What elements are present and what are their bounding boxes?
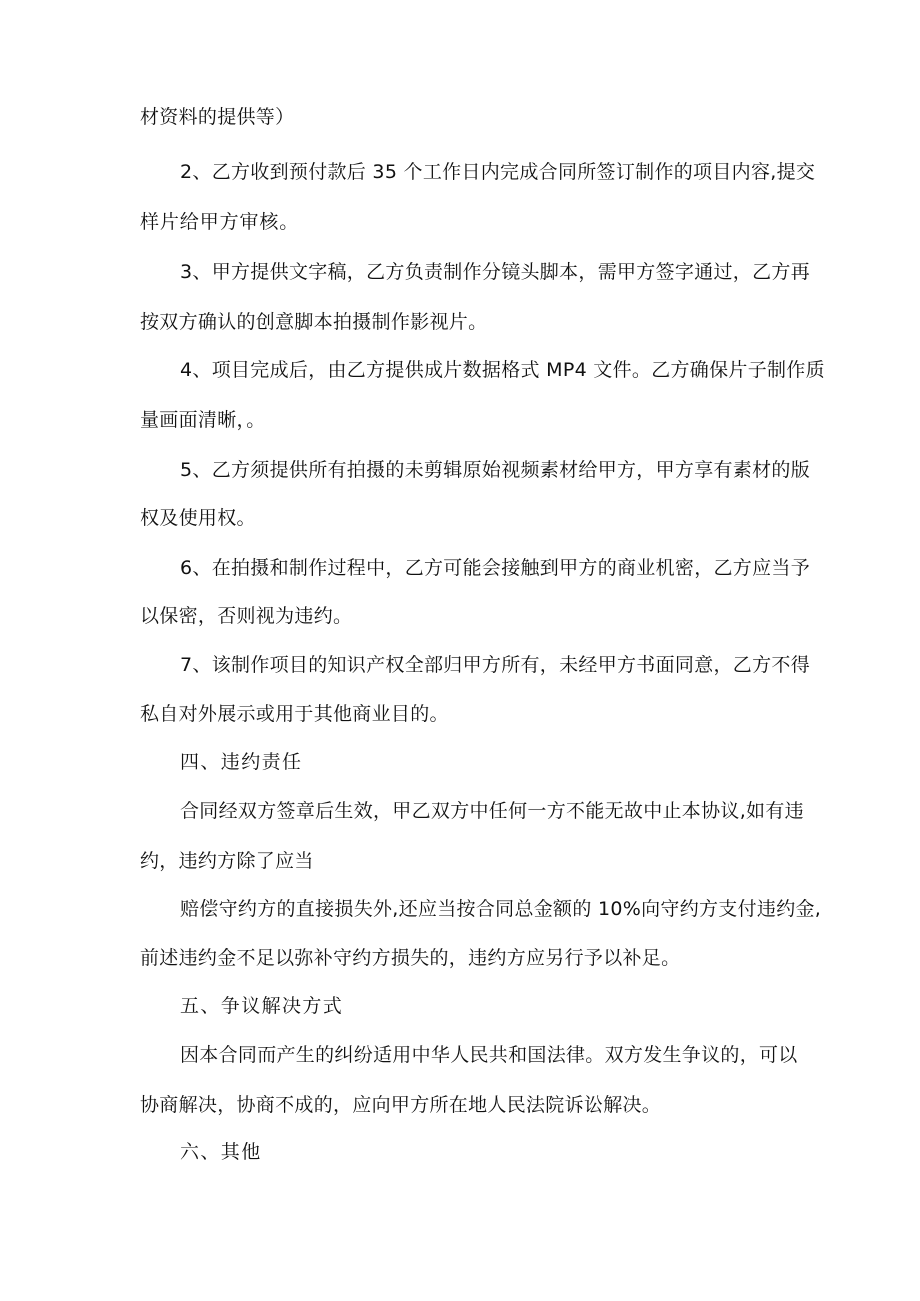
text-line: 因本合同而产生的纠纷适用中华人民共和国法律。双方发生争议的，可以	[180, 1044, 798, 1066]
text-line: 约，违约方除了应当	[140, 850, 314, 872]
text-line: 7、该制作项目的知识产权全部归甲方所有，未经甲方书面同意，乙方不得	[180, 654, 810, 676]
text-line: 材资料的提供等）	[140, 106, 295, 128]
text-line: 6、在拍摄和制作过程中，乙方可能会接触到甲方的商业机密，乙方应当予	[180, 557, 810, 579]
text-line: 量画面清晰，。	[140, 409, 266, 431]
section-heading: 六、其他	[180, 1141, 262, 1163]
text-line: 合同经双方签章后生效，甲乙双方中任何一方不能无故中止本协议,如有违	[180, 800, 804, 822]
text-line: 协商解决，协商不成的，应向甲方所在地人民法院诉讼解决。	[140, 1094, 662, 1116]
text-line: 以保密，否则视为违约。	[140, 605, 353, 627]
text-line: 按双方确认的创意脚本拍摄制作影视片。	[140, 311, 488, 333]
section-heading: 五、争议解决方式	[180, 995, 344, 1017]
text-line: 权及使用权。	[140, 507, 256, 529]
text-line: 私自对外展示或用于其他商业目的。	[140, 703, 449, 725]
text-line: 2、乙方收到预付款后 35 个工作日内完成合同所签订制作的项目内容,提交	[180, 161, 816, 183]
text-line: 3、甲方提供文字稿，乙方负责制作分镜头脚本，需甲方签字通过，乙方再	[180, 261, 810, 283]
text-line: 样片给甲方审核。	[140, 211, 300, 233]
section-heading: 四、违约责任	[180, 751, 303, 773]
text-line: 4、项目完成后，由乙方提供成片数据格式 MP4 文件。乙方确保片子制作质	[180, 359, 825, 381]
text-line: 前述违约金不足以弥补守约方损失的，违约方应另行予以补足。	[140, 947, 681, 969]
text-line: 赔偿守约方的直接损失外,还应当按合同总金额的 10%向守约方支付违约金,	[180, 898, 822, 920]
text-line: 5、乙方须提供所有拍摄的未剪辑原始视频素材给甲方，甲方享有素材的版	[180, 459, 810, 481]
